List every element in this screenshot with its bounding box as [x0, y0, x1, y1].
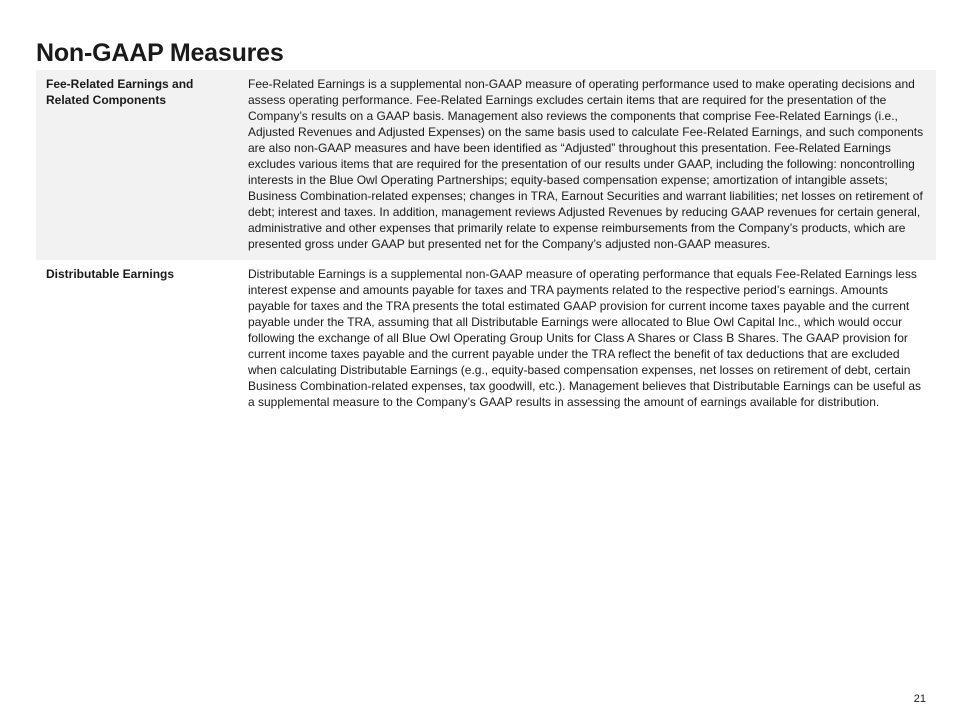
definitions-table [36, 70, 936, 418]
definition-row-distributable-earnings [36, 260, 936, 418]
definition-text: Fee-Related Earnings is a supplemental non-GAAP measure of operating performance used to make operating decisions and assess operating performance. Fee-Related Earnings excludes certain items that are required for the presentation of the Company’s results on a GAAP basis. Management also reviews the components that comprise Fee-Related Earnings (i.e., Adjusted Revenues and Adjusted Expenses) on the same basis used to calculate Fee-Related Earnings, and such components are also non-GAAP measures and have been identified as “Adjusted” throughout this presentation. Fee-Related Earnings excludes various items that are required for the presentation of our results under GAAP, including the following: noncontrolling interests in the Blue Owl Operating Partnerships; equity-based compensation expense; amortization of intangible assets; Business Combination-related expenses; changes in TRA, Earnout Securities and warrant liabilities; net losses on retirement of debt; interest and taxes. In addition, management reviews Adjusted Revenues by reducing GAAP revenues for certain general, administrative and other expenses that primarily relate to expense reimbursements from the Company’s products, which are presented gross under GAAP but presented net for the Company’s adjusted non-GAAP measures. [248, 77, 924, 251]
page-number: 21 [913, 693, 926, 705]
page-title: Non-GAAP Measures [36, 39, 284, 67]
definition-text: Distributable Earnings is a supplemental non-GAAP measure of operating performance that equals Fee-Related Earnings less interest expense and amounts payable for taxes and TRA payments related to the respective period’s earnings. Amounts payable for taxes and the TRA presents the total estimated GAAP provision for current income taxes payable and the current payable under the TRA, assuming that all Distributable Earnings were allocated to Blue Owl Capital Inc., which would occur following the exchange of all Blue Owl Operating Group Units for Class A Shares or Class B Shares. The GAAP provision for current income taxes payable and the current payable under the TRA reflect the benefit of tax deductions that are excluded when calculating Distributable Earnings (e.g., equity-based compensation expenses, net losses on retirement of debt, certain Business Combination-related expenses, tax goodwill, etc.). Management believes that Distributable Earnings can be useful as a supplemental measure to the Company’s GAAP results in assessing the amount of earnings available for distribution. [248, 267, 922, 409]
term-label: Fee-Related Earnings and Related Components [46, 77, 194, 107]
term-label: Distributable Earnings [46, 267, 175, 281]
definition-row-fee-related-earnings [36, 70, 936, 260]
